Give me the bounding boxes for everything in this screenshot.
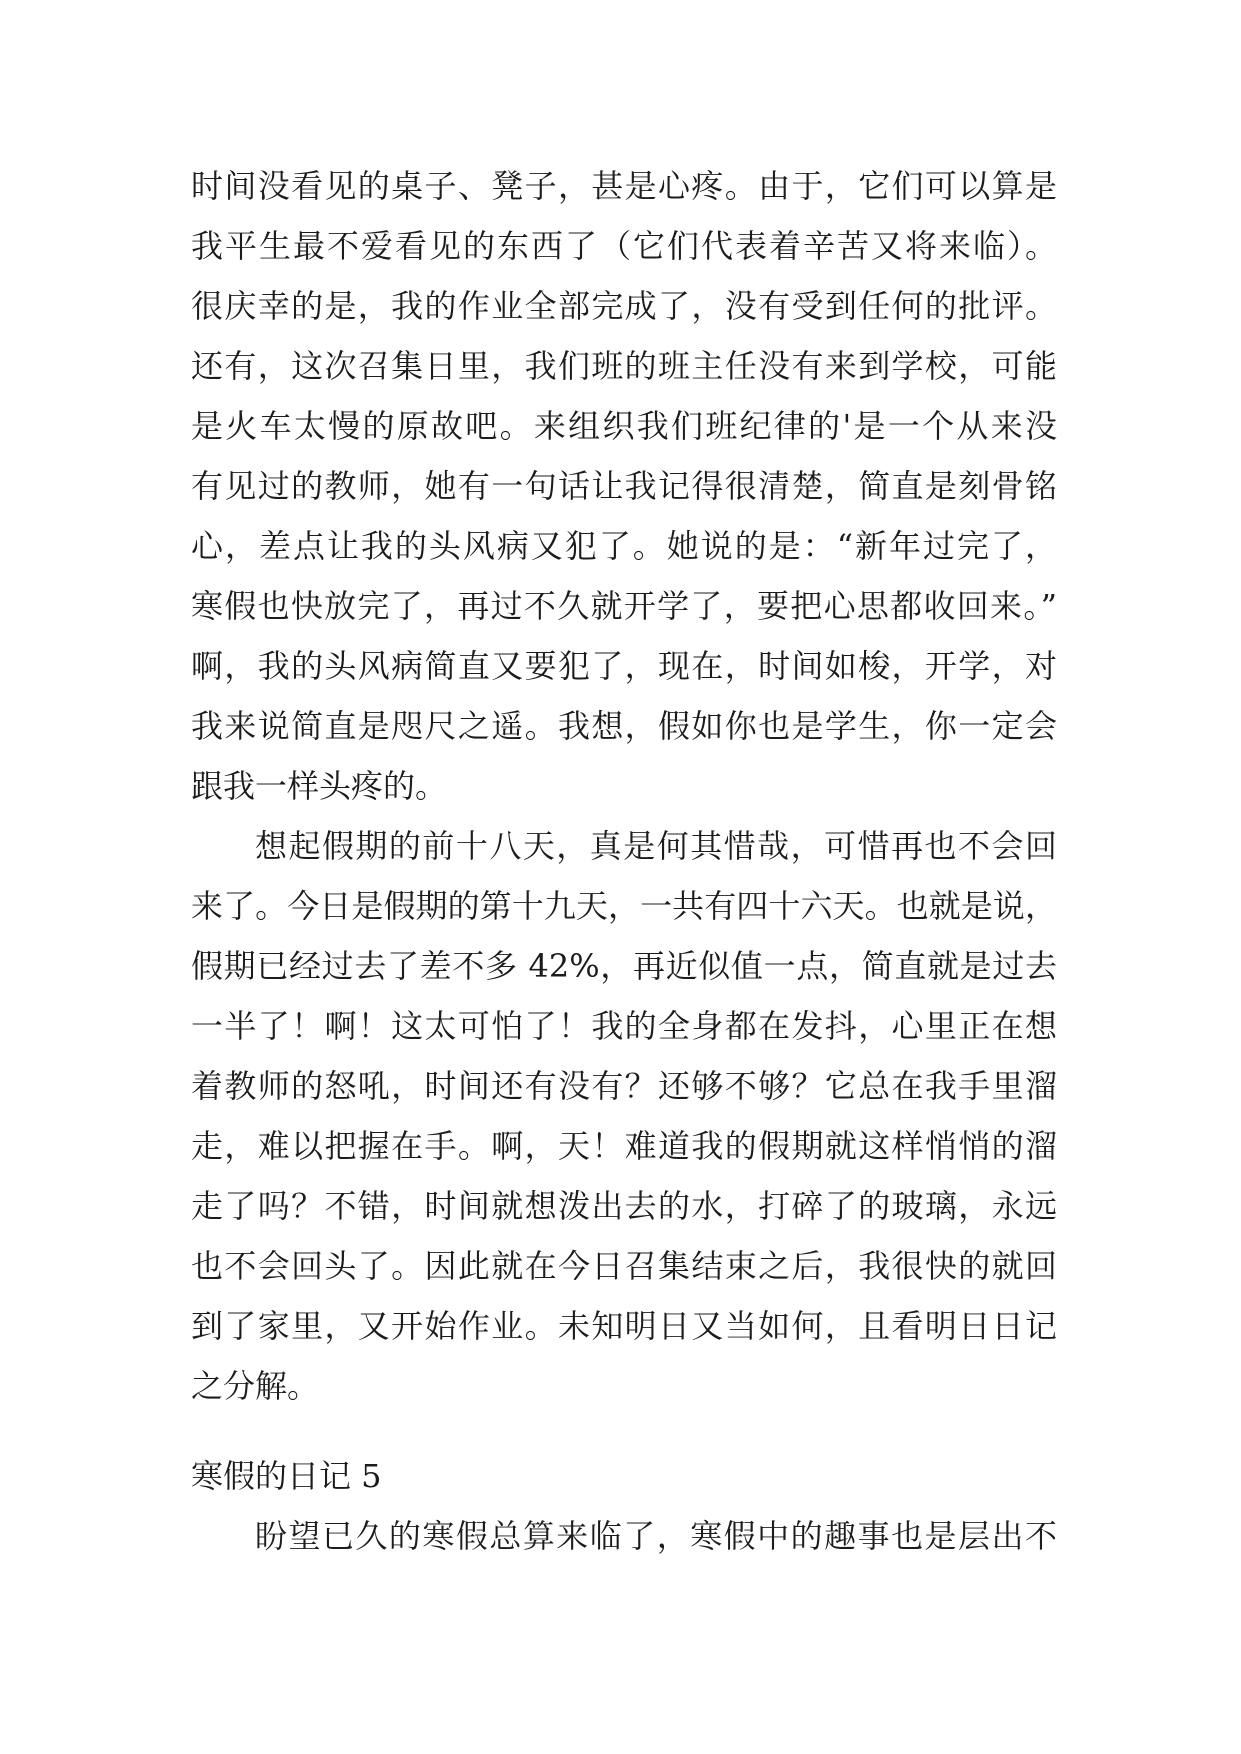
text-line: 时间没看见的桌子、凳子，甚是心疼。由于，它们可以算是 (191, 167, 1057, 205)
text-line: 还有，这次召集日里，我们班的班主任没有来到学校，可能 (191, 347, 1057, 385)
text-line: 想起假期的前十八天，真是何其惜哉，可惜再也不会回 (255, 827, 1057, 865)
text-line: 啊，我的头风病简直又要犯了，现在，时间如梭，开学，对 (191, 647, 1057, 685)
text-line: 到了家里，又开始作业。未知明日又当如何，且看明日日记 (191, 1307, 1057, 1345)
text-line: 来了。今日是假期的第十九天，一共有四十六天。也就是说， (191, 887, 1057, 925)
section-heading: 寒假的日记 5 (191, 1457, 382, 1495)
text-line: 之分解。 (191, 1367, 320, 1405)
text-line: 走了吗？不错，时间就想泼出去的水，打碎了的玻璃，永远 (191, 1187, 1057, 1225)
text-line: 是火车太慢的原故吧。来组织我们班纪律的'是一个从来没 (191, 407, 1057, 445)
text-line: 我来说简直是咫尺之遥。我想，假如你也是学生，你一定会 (191, 707, 1057, 745)
text-line: 一半了！啊！这太可怕了！我的全身都在发抖，心里正在想 (191, 1007, 1057, 1045)
text-line: 跟我一样头疼的。 (191, 767, 448, 805)
text-line: 着教师的怒吼，时间还有没有？还够不够？它总在我手里溜 (191, 1067, 1057, 1105)
text-line: 很庆幸的是，我的作业全部完成了，没有受到任何的批评。 (191, 287, 1057, 325)
text-line: 走，难以把握在手。啊，天！难道我的假期就这样悄悄的溜 (191, 1127, 1057, 1165)
text-line: 心，差点让我的头风病又犯了。她说的是：“新年过完了， (191, 527, 1057, 565)
text-line: 有见过的教师，她有一句话让我记得很清楚，简直是刻骨铭 (191, 467, 1057, 505)
text-line: 寒假也快放完了，再过不久就开学了，要把心思都收回来。” (191, 587, 1057, 625)
text-line: 我平生最不爱看见的东西了（它们代表着辛苦又将来临）。 (191, 227, 1057, 265)
text-line: 盼望已久的寒假总算来临了，寒假中的趣事也是层出不 (255, 1517, 1057, 1555)
text-line: 假期已经过去了差不多 42%，再近似值一点，简直就是过去 (191, 947, 1057, 985)
text-line: 也不会回头了。因此就在今日召集结束之后，我很快的就回 (191, 1247, 1057, 1285)
